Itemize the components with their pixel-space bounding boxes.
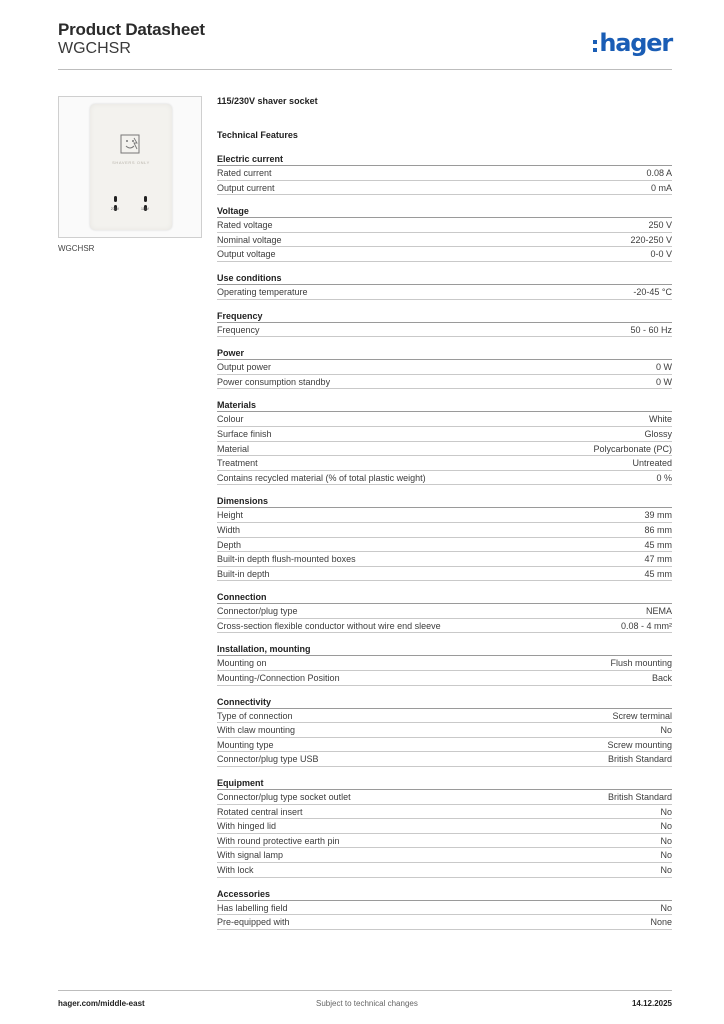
spec-label: Mounting-/Connection Position [217,673,340,684]
technical-features-heading: Technical Features [217,130,298,140]
spec-row [217,656,672,671]
spec-row [217,442,672,457]
spec-value: 0 % [656,472,672,483]
spec-value: No [660,806,672,817]
spec-label: Built-in depth flush-mounted boxes [217,554,356,565]
footer-website: hager.com/middle-east [58,999,145,1008]
section-title: Electric current [217,152,672,166]
spec-label: Cross-section flexible conductor without wire end sleeve [217,620,441,631]
spec-value: Glossy [644,428,672,439]
spec-label: With hinged lid [217,821,277,832]
voltage-label-230v: 230V [110,207,120,211]
shaver-symbol-icon [120,134,140,154]
section-title: Accessories [217,887,672,901]
page-header [58,20,672,70]
spec-section [217,309,672,338]
spec-value: Screw mounting [607,739,672,750]
spec-label: Has labelling field [217,902,288,913]
spec-label: Width [217,524,241,535]
spec-value: Screw terminal [612,710,672,721]
spec-value: No [660,865,672,875]
spec-label: With lock [217,865,254,875]
footer-date: 14.12.2025 [631,999,672,1008]
spec-value: 0 W [655,362,672,373]
spec-row [217,181,672,196]
spec-value: Polycarbonate (PC) [593,443,672,454]
spec-value: No [660,821,672,832]
spec-row [217,427,672,442]
spec-label: Colour [217,414,244,425]
spec-section [217,590,672,633]
spec-label: Power consumption standby [217,376,331,387]
spec-row [217,834,672,849]
spec-value: 0.08 A [646,168,672,178]
spec-label: With claw mounting [217,725,296,736]
spec-row [217,848,672,863]
spec-value: 0-0 V [650,249,672,260]
section-title: Voltage [217,204,672,218]
spec-value: 0 W [655,376,672,387]
logo-text: hager [599,29,672,57]
spec-value: Flush mounting [610,658,672,669]
spec-value: NEMA [645,606,672,617]
spec-label: Operating temperature [217,286,308,297]
spec-label: Rotated central insert [217,806,303,817]
footer-notice: Subject to technical changes [316,999,418,1008]
spec-label: Surface finish [217,428,272,439]
spec-row [217,552,672,567]
spec-value: 47 mm [644,554,672,565]
spec-value: 0.08 - 4 mm² [620,620,672,631]
spec-row [217,375,672,390]
spec-label: Mounting type [217,739,274,750]
spec-section [217,695,672,767]
spec-row [217,709,672,724]
section-title: Installation, mounting [217,642,672,656]
spec-row [217,218,672,233]
spec-section [217,152,672,195]
spec-label: Connector/plug type [217,606,298,617]
spec-value: British Standard [607,792,672,803]
voltage-label-115v: 115V [141,207,149,211]
spec-value: Back [651,673,672,684]
socket-plate [90,104,172,230]
spec-label: Treatment [217,458,258,469]
logo-dots-icon [593,40,597,52]
spec-value: 0 mA [650,182,672,193]
spec-label: Type of connection [217,710,293,721]
spec-value: No [660,902,672,913]
spec-value: No [660,850,672,861]
spec-value: 220-250 V [630,234,672,245]
spec-row [217,723,672,738]
product-code: WGCHSR [58,40,131,57]
spec-row [217,805,672,820]
spec-value: British Standard [607,754,672,765]
spec-row [217,671,672,686]
spec-row [217,619,672,634]
spec-value: -20-45 °C [633,286,672,297]
spec-row [217,285,672,300]
spec-value: 39 mm [644,510,672,521]
spec-row [217,901,672,916]
section-title: Use conditions [217,271,672,285]
spec-label: Rated current [217,168,272,178]
spec-section [217,776,672,878]
product-image [58,96,202,238]
spec-value: 45 mm [644,568,672,579]
spec-section [217,271,672,300]
spec-row [217,738,672,753]
spec-value: 250 V [648,220,672,231]
spec-row [217,538,672,553]
spec-row [217,456,672,471]
section-title: Materials [217,398,672,412]
spec-row [217,323,672,338]
image-caption: WGCHSR [58,244,95,253]
spec-value: No [660,835,672,846]
spec-row [217,508,672,523]
spec-value: Untreated [632,458,672,469]
spec-value: 86 mm [644,524,672,535]
spec-section [217,204,672,262]
spec-value: None [650,917,672,928]
spec-row [217,412,672,427]
spec-row [217,752,672,767]
section-title: Power [217,346,672,360]
page-footer [58,990,672,1010]
spec-label: Height [217,510,244,521]
spec-label: With round protective earth pin [217,835,340,846]
spec-section [217,398,672,485]
spec-label: Frequency [217,324,260,335]
spec-label: Output power [217,362,272,373]
spec-label: Connector/plug type USB [217,754,319,765]
spec-value: 45 mm [644,539,672,550]
spec-row [217,790,672,805]
spec-label: With signal lamp [217,850,284,861]
spec-label: Mounting on [217,658,267,669]
spec-row [217,523,672,538]
spec-row [217,567,672,582]
spec-row [217,819,672,834]
spec-label: Contains recycled material (% of total plastic weight) [217,472,426,483]
section-title: Connectivity [217,695,672,709]
section-title: Dimensions [217,494,672,508]
spec-row [217,233,672,248]
spec-value: White [648,414,672,425]
section-title: Equipment [217,776,672,790]
spec-value: 50 - 60 Hz [630,324,672,335]
spec-row [217,166,672,181]
spec-label: Output voltage [217,249,276,260]
product-description: 115/230V shaver socket [217,96,318,106]
spec-sections [217,152,672,930]
spec-label: Rated voltage [217,220,273,231]
plate-label: SHAVERS ONLY [112,160,150,165]
spec-row [217,604,672,619]
spec-row [217,915,672,930]
spec-label: Connector/plug type socket outlet [217,792,351,803]
section-title: Connection [217,590,672,604]
spec-section [217,642,672,685]
section-title: Frequency [217,309,672,323]
spec-section [217,346,672,389]
spec-section [217,494,672,581]
technical-content [217,96,672,930]
spec-label: Nominal voltage [217,234,282,245]
spec-section [217,887,672,930]
spec-row [217,247,672,262]
spec-value: No [660,725,672,736]
document-title: Product Datasheet [58,20,205,39]
hager-logo [593,28,672,58]
spec-row [217,471,672,486]
spec-label: Output current [217,182,275,193]
spec-label: Depth [217,539,242,550]
spec-row [217,360,672,375]
spec-label: Built-in depth [217,568,270,579]
spec-label: Pre-equipped with [217,917,290,928]
spec-label: Material [217,443,250,454]
spec-row [217,863,672,878]
